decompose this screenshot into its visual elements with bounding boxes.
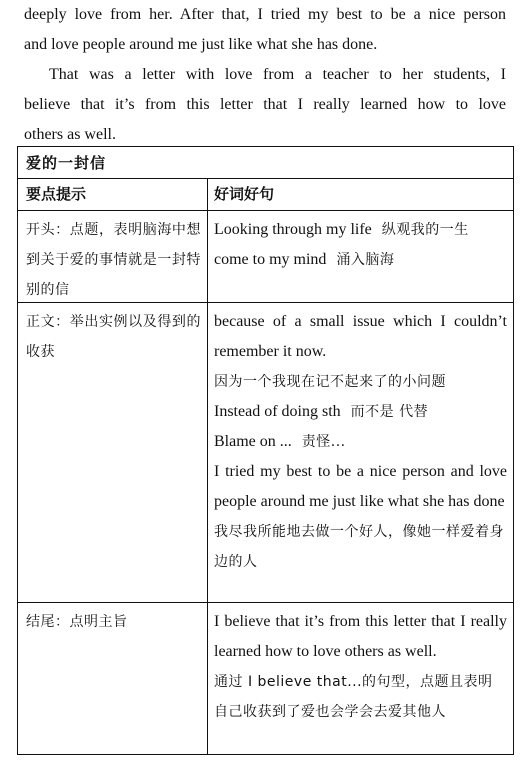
table-row <box>18 211 513 303</box>
header-key-points: 要点提示 <box>26 185 87 203</box>
table-header-row <box>18 179 513 211</box>
table-row <box>18 303 513 603</box>
row-3-phrases-cell <box>207 603 513 754</box>
intro-line-2: and love people around me just like what she has done. <box>24 36 378 53</box>
phrase-translation: 我尽我所能地去做一个好人，像她一样爱着身边的人 <box>214 524 504 570</box>
row-2-phrases-cell <box>207 303 513 602</box>
phrase-line: Instead of doing sth 而不是 代替 <box>214 403 429 420</box>
table-title-row <box>18 147 513 179</box>
intro-line-5: others as well. <box>24 126 116 143</box>
phrase-translation: 通过 I believe that...的句型，点题且表明自己收获到了爱也会学会去爱其他人 <box>214 674 493 720</box>
intro-line-1: deeply love from her. After that, I tried my best to be a nice person <box>24 6 506 23</box>
row-1-key-point-cell <box>18 211 207 302</box>
row-3-key-point: 结尾：点明主旨 <box>26 614 128 630</box>
row-3-key-point-cell <box>18 603 207 754</box>
outline-table <box>17 146 514 755</box>
row-2-key-point-cell <box>18 303 207 602</box>
row-1-key-point: 开头：点题，表明脑海中想到关于爱的事情就是一封特别的信 <box>26 222 201 298</box>
phrase-line: I believe that it’s from this letter that I really learned how to love others as well. <box>214 613 507 660</box>
table-row <box>18 603 513 754</box>
row-1-phrases-cell <box>207 211 513 302</box>
phrase-line: Looking through my life 纵观我的一生 <box>214 221 469 238</box>
phrase-line: come to my mind 涌入脑海 <box>214 251 395 268</box>
table-title: 爱的一封信 <box>26 154 107 172</box>
phrase-line: Blame on ... 责怪... <box>214 433 346 450</box>
intro-line-4: believe that it’s from this letter that I really learned how to love <box>24 96 506 113</box>
phrase-line: I tried my best to be a nice person and love people around me just like what she has done <box>214 463 507 510</box>
intro-line-3: That was a letter with love from a teacher to her students, I <box>49 66 506 83</box>
row-2-key-point: 正文：举出实例以及得到的收获 <box>26 314 201 360</box>
header-good-phrases: 好词好句 <box>214 185 275 203</box>
phrase-translation: 因为一个我现在记不起来了的小问题 <box>214 374 446 390</box>
phrase-line: because of a small issue which I couldn’t remember it now. <box>214 313 507 360</box>
